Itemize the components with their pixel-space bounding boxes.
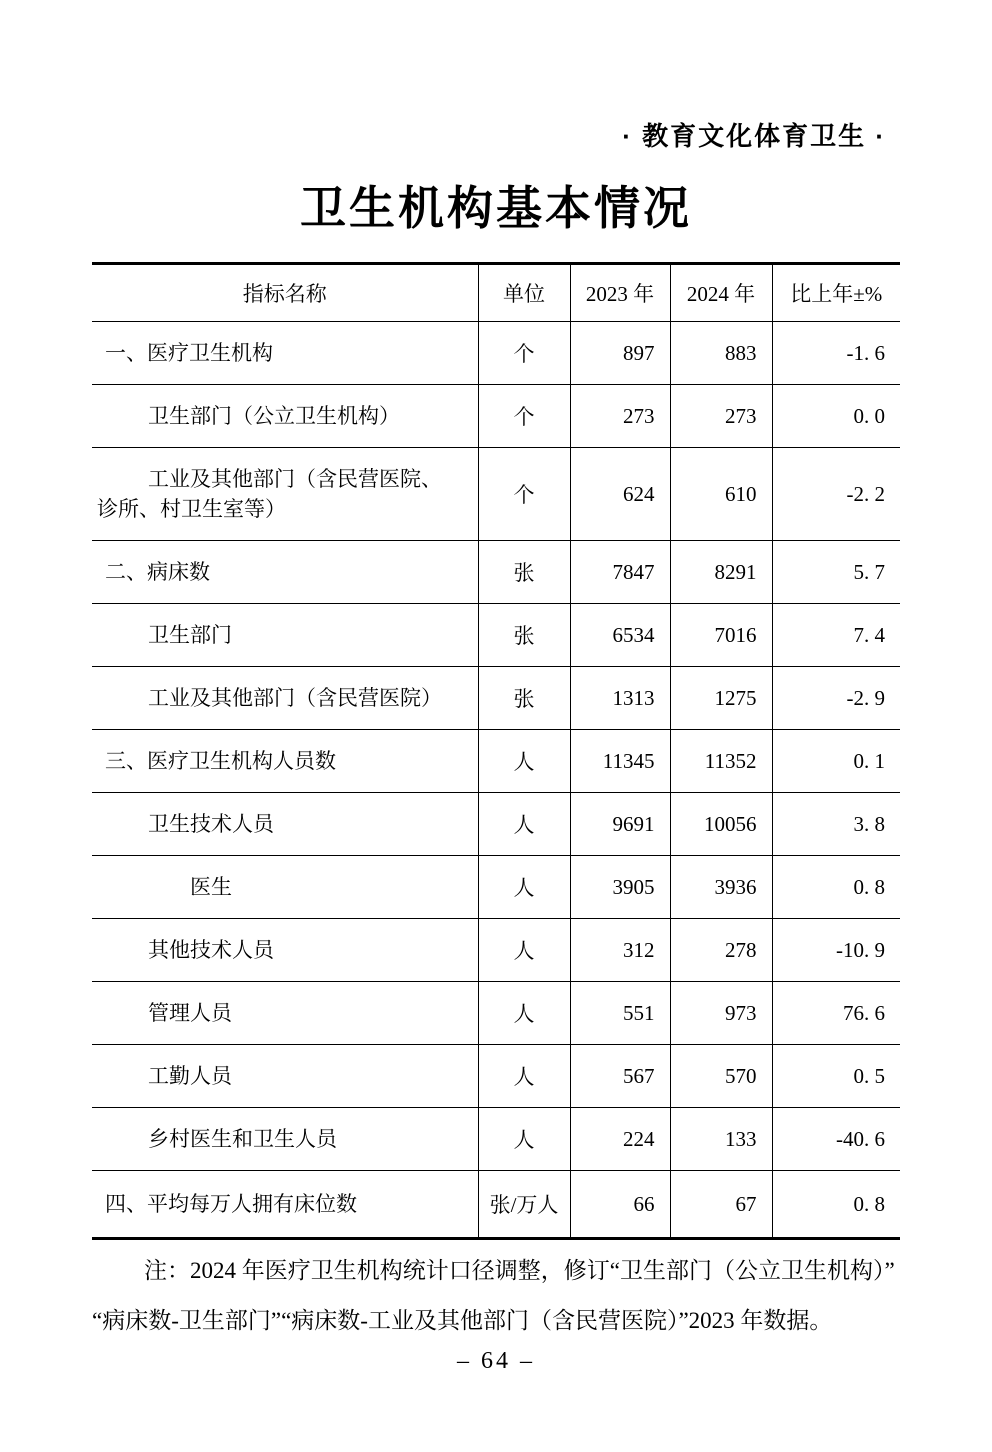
indicator-name: 其他技术人员: [148, 937, 274, 962]
change-percent-cell: 0. 8: [772, 1171, 900, 1239]
indicator-name: 四、平均每万人拥有床位数: [105, 1191, 357, 1216]
unit-cell: 个: [478, 448, 570, 541]
indicator-name-cell: [92, 730, 478, 793]
value-2024-cell: 273: [670, 385, 772, 448]
value-2024-cell: 8291: [670, 541, 772, 604]
value-2023-cell: 312: [570, 919, 670, 982]
unit-cell: 张/万人: [478, 1171, 570, 1239]
indicator-name-cell: [92, 1045, 478, 1108]
value-2023-cell: 9691: [570, 793, 670, 856]
value-2024-cell: 278: [670, 919, 772, 982]
column-header: 单位: [478, 264, 570, 322]
change-percent-cell: 76. 6: [772, 982, 900, 1045]
indicator-name-cell: [92, 667, 478, 730]
indicator-name: 卫生部门: [148, 622, 232, 647]
indicator-name-cell: [92, 982, 478, 1045]
indicator-name: 卫生部门（公立卫生机构）: [148, 403, 400, 428]
indicator-name-cell: [92, 1171, 478, 1239]
value-2023-cell: 11345: [570, 730, 670, 793]
page-number: – 64 –: [457, 1348, 535, 1374]
table-row: [92, 322, 900, 385]
indicator-name: 乡村医生和卫生人员: [148, 1126, 337, 1151]
indicator-name-cell: [92, 541, 478, 604]
table-row: [92, 1045, 900, 1108]
value-2024-cell: 11352: [670, 730, 772, 793]
indicator-name-cell: [92, 919, 478, 982]
indicator-name-cell: [92, 385, 478, 448]
footnote-line-1: 注：2024 年医疗卫生机构统计口径调整，修订“卫生部门（公立卫生机构）”: [144, 1258, 895, 1283]
value-2024-cell: 610: [670, 448, 772, 541]
value-2023-cell: 6534: [570, 604, 670, 667]
indicator-name: 工业及其他部门（含民营医院、: [148, 466, 442, 491]
unit-cell: 张: [478, 541, 570, 604]
indicator-name-continued: 诊所、村卫生室等）: [97, 497, 286, 521]
change-percent-cell: -40. 6: [772, 1108, 900, 1171]
indicator-name: 三、医疗卫生机构人员数: [105, 748, 336, 773]
value-2023-cell: 224: [570, 1108, 670, 1171]
unit-cell: 人: [478, 730, 570, 793]
column-header: 2023 年: [570, 264, 670, 322]
change-percent-cell: 3. 8: [772, 793, 900, 856]
change-percent-cell: 0. 5: [772, 1045, 900, 1108]
indicator-name-cell: [92, 793, 478, 856]
table-row: [92, 667, 900, 730]
indicator-name: 二、病床数: [105, 559, 210, 584]
change-percent-cell: -1. 6: [772, 322, 900, 385]
table-row: [92, 448, 900, 541]
page-title: 卫生机构基本情况: [300, 183, 692, 234]
indicator-name-cell: [92, 1108, 478, 1171]
indicator-name: 一、医疗卫生机构: [105, 340, 273, 365]
value-2024-cell: 883: [670, 322, 772, 385]
unit-cell: 人: [478, 1045, 570, 1108]
value-2023-cell: 897: [570, 322, 670, 385]
indicator-name-cell: [92, 322, 478, 385]
column-header: 比上年±%: [772, 264, 900, 322]
indicator-name-cell: [92, 856, 478, 919]
value-2024-cell: 3936: [670, 856, 772, 919]
unit-cell: 个: [478, 322, 570, 385]
table-row: [92, 1171, 900, 1239]
value-2024-cell: 67: [670, 1171, 772, 1239]
table-row: [92, 730, 900, 793]
indicator-name: 工勤人员: [148, 1063, 232, 1088]
value-2023-cell: 1313: [570, 667, 670, 730]
value-2023-cell: 567: [570, 1045, 670, 1108]
table-row: [92, 793, 900, 856]
table-row: [92, 982, 900, 1045]
unit-cell: 人: [478, 982, 570, 1045]
value-2023-cell: 66: [570, 1171, 670, 1239]
value-2023-cell: 7847: [570, 541, 670, 604]
value-2024-cell: 973: [670, 982, 772, 1045]
table-row: [92, 856, 900, 919]
table-header-row: [92, 264, 900, 322]
column-header: 指标名称: [92, 264, 478, 322]
change-percent-cell: -2. 9: [772, 667, 900, 730]
indicator-name: 卫生技术人员: [148, 811, 274, 836]
table-row: [92, 919, 900, 982]
footnote-line-2: “病床数-卫生部门”“病床数-工业及其他部门（含民营医院）”2023 年数据。: [92, 1308, 833, 1333]
change-percent-cell: 5. 7: [772, 541, 900, 604]
unit-cell: 人: [478, 793, 570, 856]
table-row: [92, 541, 900, 604]
table-row: [92, 1108, 900, 1171]
change-percent-cell: -2. 2: [772, 448, 900, 541]
value-2024-cell: 10056: [670, 793, 772, 856]
section-label: · 教育文化体育卫生 ·: [622, 121, 886, 151]
health-institutions-table: [92, 262, 900, 1240]
indicator-name-cell: [92, 604, 478, 667]
change-percent-cell: 0. 1: [772, 730, 900, 793]
value-2023-cell: 551: [570, 982, 670, 1045]
indicator-name: 管理人员: [148, 1000, 232, 1025]
footnote: [92, 1246, 908, 1346]
unit-cell: 张: [478, 667, 570, 730]
table-body: [92, 322, 900, 1239]
value-2023-cell: 273: [570, 385, 670, 448]
change-percent-cell: -10. 9: [772, 919, 900, 982]
table-row: [92, 604, 900, 667]
value-2023-cell: 3905: [570, 856, 670, 919]
value-2023-cell: 624: [570, 448, 670, 541]
unit-cell: 个: [478, 385, 570, 448]
table-row: [92, 385, 900, 448]
unit-cell: 人: [478, 856, 570, 919]
value-2024-cell: 133: [670, 1108, 772, 1171]
value-2024-cell: 1275: [670, 667, 772, 730]
change-percent-cell: 0. 8: [772, 856, 900, 919]
unit-cell: 张: [478, 604, 570, 667]
unit-cell: 人: [478, 1108, 570, 1171]
unit-cell: 人: [478, 919, 570, 982]
indicator-name: 工业及其他部门（含民营医院）: [148, 685, 442, 710]
indicator-name-cell: [92, 448, 478, 541]
value-2024-cell: 7016: [670, 604, 772, 667]
change-percent-cell: 7. 4: [772, 604, 900, 667]
indicator-name: 医生: [190, 874, 232, 899]
change-percent-cell: 0. 0: [772, 385, 900, 448]
value-2024-cell: 570: [670, 1045, 772, 1108]
column-header: 2024 年: [670, 264, 772, 322]
